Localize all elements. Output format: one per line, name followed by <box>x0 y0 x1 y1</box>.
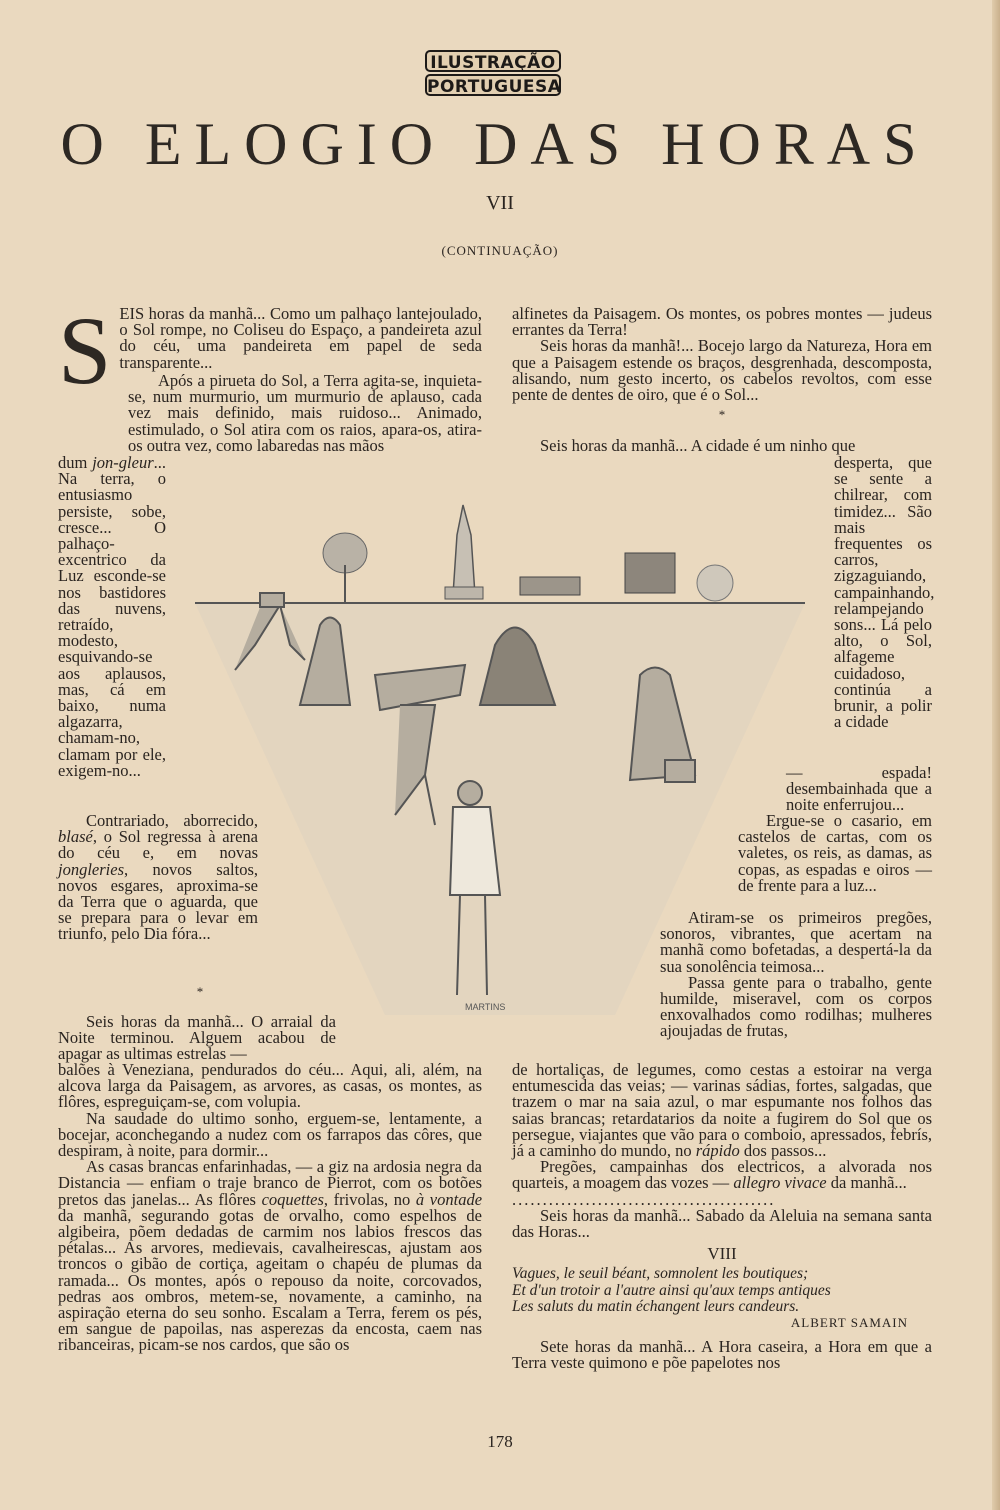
right-paragraph-3-narrow: desperta, que se sente a chilrear, com timidez... São mais frequentes os carros, zigzaguiando, campainhando, relampejando sons... Lá pelo alto, o Sol, alfageme cuidadoso, continúa a brunir, a polir a cidade <box>834 453 935 732</box>
verse-line-2: Et d'un trotoir a l'autre ainsi qu'aux temps antiques <box>512 1281 831 1299</box>
masthead-line-2: PORTUGUESA <box>425 74 561 96</box>
page-number: 178 <box>487 1432 513 1451</box>
left-paragraph-4-start: Seis horas da manhã... O arraial da Noite terminou. Alguem acabou de apagar as ultimas estrelas — <box>58 1012 336 1064</box>
verse-line-3: Les saluts du matin échangent leurs candeurs. <box>512 1297 800 1315</box>
right-paragraph-3-end: — espada! desembainhada que a noite enferrujou... <box>786 763 932 815</box>
verse-attribution: ALBERT SAMAIN <box>790 1315 908 1331</box>
right-star: * <box>718 407 726 423</box>
right-column-top <box>512 306 932 427</box>
right-column-bottom <box>512 1062 932 1372</box>
drop-cap: S <box>58 297 112 404</box>
left-paragraph-1: EIS horas da manhã... Como um palhaço lantejoulado, o Sol rompe, no Coliseu do Espaço, a pandeireta azul do céu, uma pandeireta em papel de seda transparente... <box>119 304 482 372</box>
verse-line-1: Vagues, le seuil béant, somnolent les boutiques; <box>512 1265 809 1283</box>
dotted-separator: ........................................... <box>512 1191 776 1208</box>
section-viii: VIII <box>707 1244 737 1264</box>
left-paragraph-6: As casas brancas enfarinhadas, — a giz na ardosia negra da Distancia — enfiam o traje branco de Pierrot, com os botões pretos das janelas... As flôres coquettes, frivolas, no à vontade da manhã, segurando gotas de orvalho, como espelhos de algibeira, põem dedadas de carmim nos labios frescos das pétalas... As arvores, medievais, cavalheirescas, ajustam aos troncos o gibão de cortiça, ageitam o chapéu de plumas da ramada... Os montes, após o repouso da noite, corcovados, pedras aos ombros, metem-se, novamente, a caminho, na aspiração eterna do seu sonho. Escalam a Terra, ferem os pés, em sangue de papoilas, nas asperezas da encosta, caem nas ribanceiras, picam-se nos cardos, que são os <box>58 1157 483 1355</box>
masthead-logo <box>425 48 561 100</box>
article-title: O ELOGIO DAS HORAS <box>60 111 930 177</box>
left-paragraph-3: Contrariado, aborrecido, blasé, o Sol regressa à arena do céu e, em novas jongleries, novos saltos, novos esgares, aproxima-se da Terra que o aguarda, que se prepara para o levar em triunfo, pelo Dia fóra... <box>58 811 258 944</box>
left-star: * <box>196 984 204 999</box>
right-column-narrow <box>834 453 935 732</box>
continuation-label: (CONTINUAÇÃO) <box>441 243 559 258</box>
left-paragraph-4-end: balões à Veneziana, pendurados do céu... Aqui, ali, além, na alcova larga da Paisagem, as arvores, as casas, os montes, as flôres, espreguiçam-se, com volupia. <box>58 1060 482 1112</box>
page-edge <box>992 0 1000 1510</box>
left-column-narrow-1 <box>58 455 166 779</box>
left-column-bottom <box>58 1062 482 1354</box>
right-paragraph-4: Ergue-se o casario, em castelos de cartas, com os valetes, os reis, as damas, as copas, as espadas e oiros — de frente para a luz... <box>738 811 932 895</box>
right-paragraph-3-start: Seis horas da manhã... A cidade é um ninho que <box>540 436 856 455</box>
artist-signature: MARTINS <box>465 1002 506 1012</box>
right-paragraph-7: Pregões, campainhas dos electricos, a alvorada nos quarteis, a moagem das vozes — allegro vivace da manhã... <box>512 1157 932 1193</box>
right-paragraph-6-start: Passa gente para o trabalho, gente humilde, miseravel, com os corpos enxovalhados como rodilhas; mulheres ajoujadas de frutas, <box>660 972 932 1041</box>
left-paragraph-2-start: Após a pirueta do Sol, a Terra agita-se, inquieta-se, num murmurio, um murmurio de aplauso, cada vez mais definido, mais ruidoso... Animado, estimulado, o Sol atira com os raios, apara-os, atira-os outra vez, como labaredas nas mãos <box>128 371 482 455</box>
right-column-mid-1 <box>786 765 932 814</box>
street-scene-illustration <box>195 495 805 1025</box>
right-column-p3-start <box>512 438 932 454</box>
right-paragraph-5: Atiram-se os primeiros pregões, sonoros, vibrantes, que acertam na manhã como bofetadas, a despertá-la da sua sonolência teimosa... <box>660 908 932 976</box>
left-column-p2 <box>58 373 482 454</box>
right-paragraph-1: alfinetes da Paisagem. Os montes, os pobres montes — judeus errantes da Terra! <box>512 304 932 340</box>
right-paragraph-2: Seis horas da manhã!... Bocejo largo da Natureza, Hora em que a Paisagem estende os braços, desgrenhada, descomposta, alisando, num gesto incerto, os cabelos revoltos, com esse pente de dentes de oiro, que é o Sol... <box>512 336 932 405</box>
masthead-line-1: ILUSTRAÇÃO <box>425 50 561 72</box>
right-paragraph-8: Seis horas da manhã... Sabado da Aleluia na semana santa das Horas... <box>512 1205 932 1242</box>
left-paragraph-2-narrow: dum jon-gleur... Na terra, o entusiasmo persiste, sobe, cresce... O palhaço-excentrico da Luz esconde-se nos bastidores das nuvens, retraído, modesto, esquivando-se aos aplausos, mas, cá em baixo, numa algazarra, chamam-no, clamam por ele, exigem-no... <box>58 453 166 780</box>
left-paragraph-5: Na saudade do ultimo sonho, erguem-se, lentamente, a bocejar, aconchegando a nudez com os farrapos das côres, que despiram, à noite, para dormir... <box>58 1108 482 1161</box>
section-number: VII <box>486 192 514 214</box>
right-paragraph-6-end: de hortaliças, de legumes, como cestas a estoirar na verga entumescida das veias; — varinas sádias, fortes, salgadas, que trazem o mar na saia azul, o mar espumante nos folhos das saias brancas; retardatarios da noite a fugirem do Sol que os persegue, viajantes que vão para o comboio, apressados, febrís, já a caminho do mundo, no rápido dos passos... <box>512 1060 932 1161</box>
right-paragraph-9: Sete horas da manhã... A Hora caseira, a Hora em que a Terra veste quimono e põe papelotes nos <box>512 1337 932 1373</box>
